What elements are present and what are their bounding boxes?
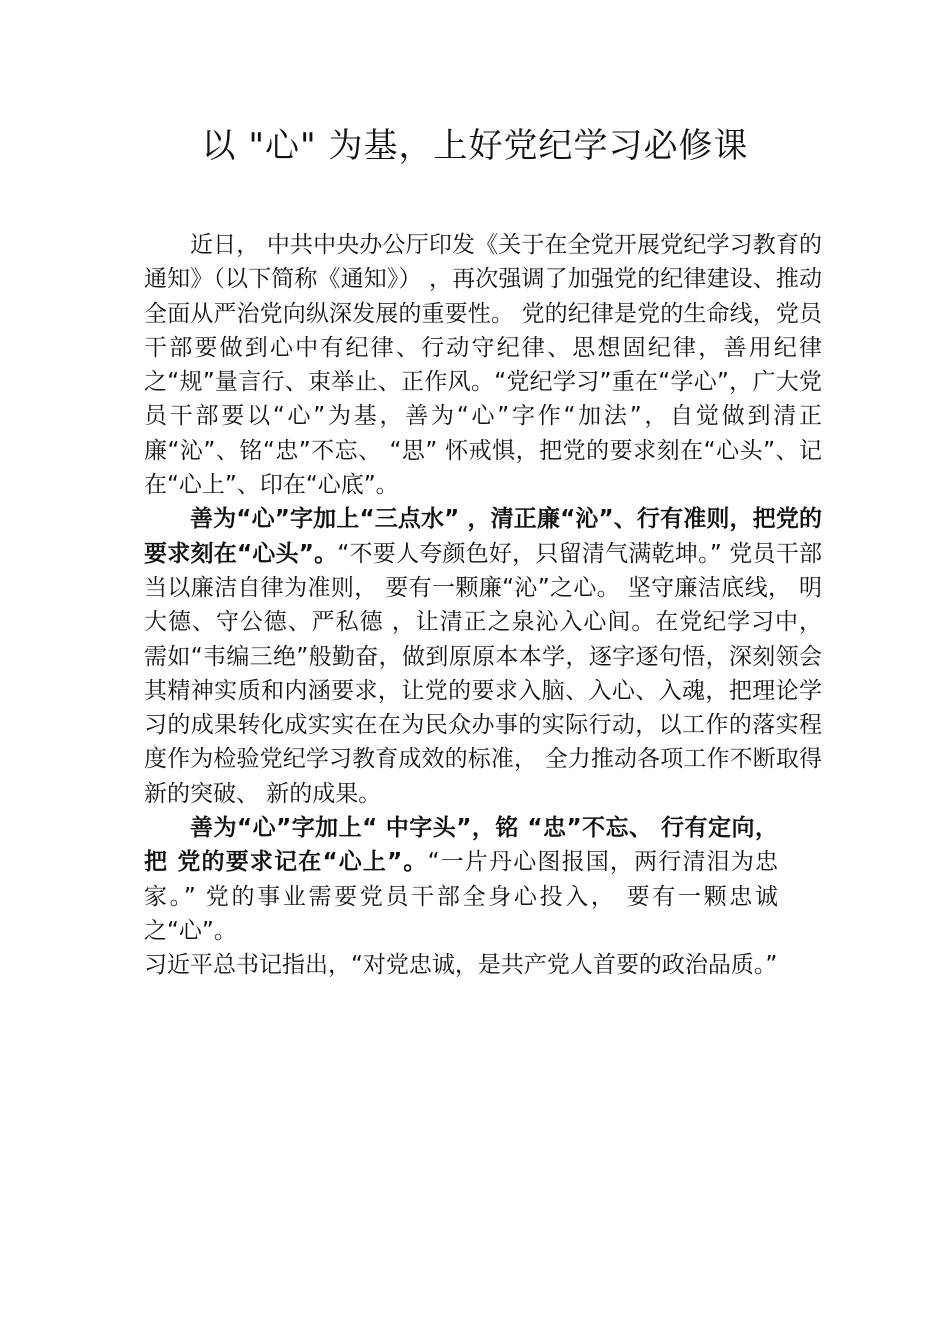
document-title: 以 "心" 为基，上好党纪学习必修课 xyxy=(201,126,749,166)
paragraph-text: 习近平总书记指出，“对党忠诚，是共产党人首要的政治品质。” xyxy=(144,952,778,979)
paragraph-text: 近日， 中共中央办公厅印发《关于在全党开展党纪学习教育的通知》（以下简称《通知》） ，再次强调了加强党的纪律建设、推动全面从严治党向纵深发展的重要性。 党的纪律是党的生命线，党员干部要做到心中有纪律、行动守纪律、思想固纪律，善用纪律之“规”量言行、束举止、正作风。“党纪学习”重在“学心”，广大党员干部要以“心”为基，善为“心”字作“加法”，自觉做到清正廉“沁”、铭“忠”不忘、 “思” 怀戒惧，把党的要求刻在“心头”、记在“心上”、印在“心底”。 xyxy=(144,232,822,499)
paragraph-intro xyxy=(144,228,822,502)
paragraph-loyal xyxy=(144,811,822,948)
paragraph-text: “一片丹心图报国，两行清泪为忠家。” 党的事业需要党员干部全身心投入， 要有一颗忠诚之“心”。 xyxy=(144,849,778,944)
paragraph-text: “不要人夸颜色好，只留清气满乾坤。” 党员干部当以廉洁自律为准则， 要有一颗廉“沁”之心。 坚守廉洁底线， 明大德、守公德、严私德 ，让清正之泉沁入心间。在党纪学习中， 需如“韦编三绝”般勤奋，做到原原本本学，逐字逐句悟，深刻领会其精神实质和内涵要求，让党的要求入脑、入心、入魂，把理论学习的成果转化成实实在在为民众办事的实际行动，以工作的落实程度作为检验党纪学习教育成效的标准， 全力推动各项工作不断取得新的突破、 新的成果。 xyxy=(144,540,822,807)
document-body xyxy=(144,228,822,983)
paragraph-quote xyxy=(144,948,822,982)
paragraph-lead: 善为“心”字加上“ 中字头”，铭 “忠”不忘、 行有定向，把 党的要求记在“心上”。 xyxy=(144,815,778,876)
paragraph-lead: 善为“心”字加上“三点水” ，清正廉“沁”、行有准则，把党的要求刻在“心头”。 xyxy=(144,506,822,567)
paragraph-clean xyxy=(144,502,822,811)
